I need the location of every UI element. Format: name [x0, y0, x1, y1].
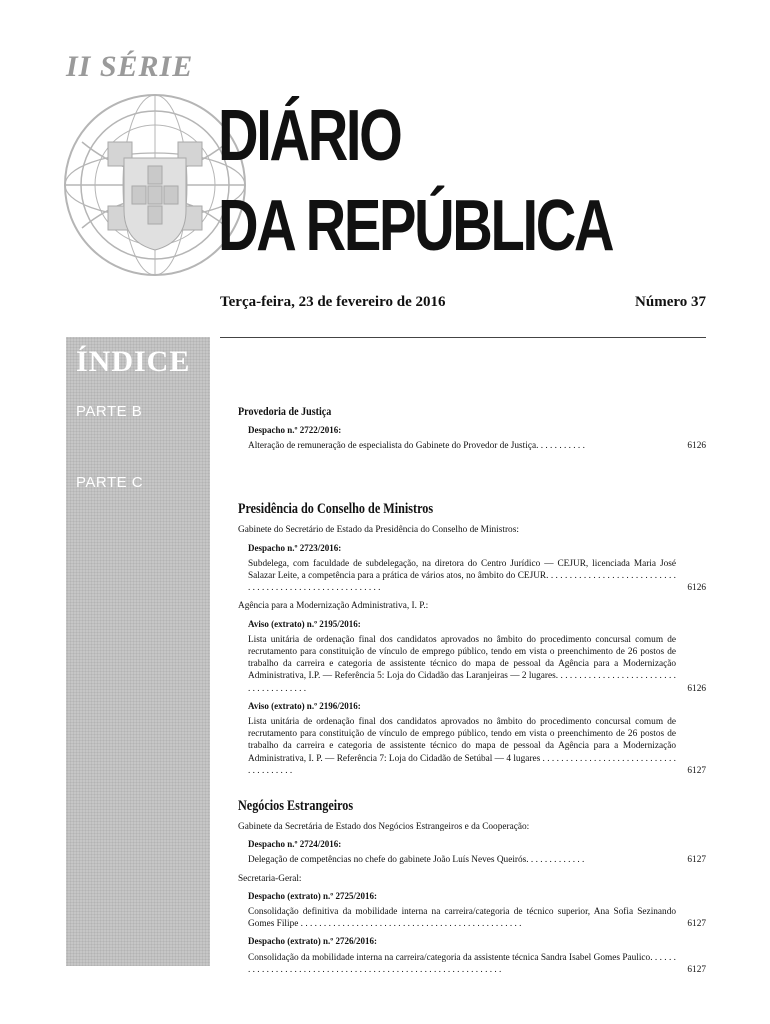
document-label: Despacho n.º 2722/2016:	[248, 425, 342, 435]
part-b-label: PARTE B	[76, 403, 143, 420]
entry-text: Delegação de competências no chefe do gabinete João Luís Neves Queirós. . . . . . . . . . . . .	[248, 855, 585, 866]
section-title: Presidência do Conselho de Ministros	[238, 501, 434, 518]
document-label: Aviso (extrato) n.º 2196/2016:	[248, 700, 361, 711]
masthead-title-line-2: DA REPÚBLICA	[218, 186, 613, 266]
series-label: II SÉRIE	[66, 50, 194, 83]
entry-page-number: 6126	[687, 441, 706, 452]
entry-text: Lista unitária de ordenação final dos candidatos aprovados no âmbito do procedimento concursal comum de recrutamento para constituição de vínculo de emprego público, tendo em vista o preenchimento de 26 postos de trabalho da carreira e categoria de assistente técnico do mapa de pessoal da Agência para a Modernização Administrativa, I.P. — Referência 5: Loja do Cidadão das Laranjeiras — 2 lugares. . . . . . . . . . . . . . . . . . . . . . . . . . . . . . . . . . . . . . .	[248, 634, 676, 694]
group-heading: Secretaria-Geral:	[238, 873, 302, 884]
index-entry[interactable]	[238, 952, 706, 976]
entry-text: Lista unitária de ordenação final dos candidatos aprovados no âmbito do procedimento concursal comum de recrutamento para constituição de vínculo de emprego público, tendo em vista o preenchimento de 26 postos de trabalho da carreira e categoria de assistente técnico do mapa de pessoal da Agência para a Modernização Administrativa, I. P. — Referência 7: Loja do Cidadão de Setúbal — 4 lugares . . . . . . . . . . . . . . . . . . . . . . . . . . . . . . . . . . . . . . .	[248, 717, 676, 776]
index-entry[interactable]	[238, 906, 706, 930]
index-section	[238, 404, 706, 452]
index-sidebar	[66, 337, 210, 966]
issue-date: Terça-feira, 23 de fevereiro de 2016	[220, 294, 446, 310]
issue-number: Número 37	[635, 294, 706, 310]
index-entry[interactable]	[238, 634, 706, 695]
index-section	[238, 500, 706, 777]
document-label: Despacho (extrato) n.º 2726/2016:	[248, 936, 377, 947]
section-title: Provedoria de Justiça	[238, 404, 332, 418]
index-entry[interactable]	[238, 440, 706, 452]
group-heading: Gabinete da Secretária de Estado dos Negócios Estrangeiros e da Cooperação:	[238, 822, 530, 833]
entry-page-number: 6126	[687, 683, 706, 694]
entry-text: Consolidação da mobilidade interna na carreira/categoria da assistente técnica Sandra Isabel Gomes Paulico. . . . . . . . . . . . . . . . . . . . . . . . . . . . . . . . . . . . . . . . . . . . . . . . . . . . . . . . . . . . .	[248, 952, 676, 975]
document-label: Despacho n.º 2723/2016:	[248, 542, 342, 553]
entry-page-number: 6126	[687, 583, 706, 594]
index-title: ÍNDICE	[76, 345, 191, 378]
document-label: Despacho (extrato) n.º 2725/2016:	[248, 890, 377, 901]
entry-text: Subdelega, com faculdade de subdelegação, na diretora do Centro Jurídico — CEJUR, licenciada Maria José Salazar Leite, a competência para a prática de vários atos, no âmbito do CEJUR. . . . . . . . . . . . . . . . . . . . . . . . . . . . . . . . . . . . . . . . . . . . . . . . . . . . . . . . .	[248, 558, 676, 594]
entry-text: Alteração de remuneração de especialista do Gabinete do Provedor de Justiça. . . . . . . . . . .	[248, 441, 585, 452]
entry-text: Consolidação definitiva da mobilidade interna na carreira/categoria de técnico superior, Ana Sofia Sezinando Gomes Filipe . . . . . . . . . . . . . . . . . . . . . . . . . . . . . . . . . . . . . . . . . . . . . . . .	[248, 907, 676, 930]
index-entry[interactable]	[238, 716, 706, 777]
index-content	[238, 404, 706, 976]
group-heading: Agência para a Modernização Administrativa, I. P.:	[238, 601, 429, 612]
entry-page-number: 6127	[687, 855, 706, 866]
part-c-label: PARTE C	[76, 474, 144, 491]
entry-page-number: 6127	[687, 964, 706, 975]
entry-page-number: 6127	[687, 919, 706, 930]
document-label: Despacho n.º 2724/2016:	[248, 839, 342, 850]
entry-page-number: 6127	[687, 765, 706, 776]
section-title: Negócios Estrangeiros	[238, 798, 354, 815]
group-heading: Gabinete do Secretário de Estado da Presidência do Conselho de Ministros:	[238, 525, 519, 536]
masthead-title-line-1: DIÁRIO	[218, 96, 401, 176]
index-section	[238, 797, 706, 976]
document-label: Aviso (extrato) n.º 2195/2016:	[248, 618, 361, 629]
index-entry[interactable]	[238, 854, 706, 866]
header-divider	[220, 337, 706, 338]
index-entry[interactable]	[238, 558, 706, 595]
